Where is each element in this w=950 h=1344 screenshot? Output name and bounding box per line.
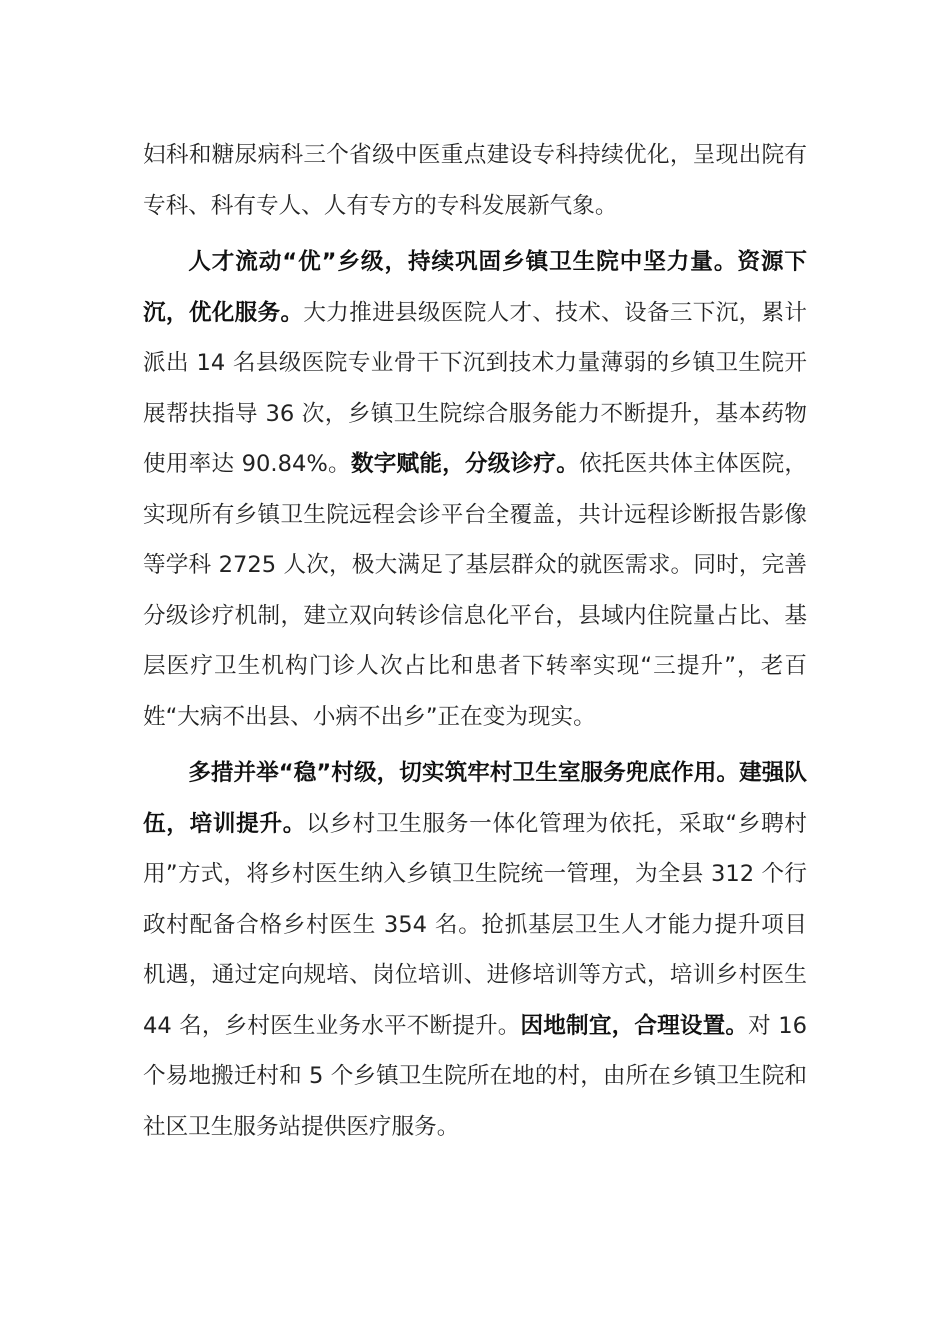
paragraph-2-text-1: 大力推进县级医院人才、技术、设备三下沉，累计派出 14 名县级医院专业骨干下沉到技术力量薄弱的乡镇卫生院开展帮扶指导 36 次，乡镇卫生院综合服务能力不断提升，基本药物使用率达 90.84%。 xyxy=(143,299,808,477)
paragraph-2-text-2: 依托医共体主体医院，实现所有乡镇卫生院远程会诊平台全覆盖，共计远程诊断报告影像等学科 2725 人次，极大满足了基层群众的就医需求。同时，完善分级诊疗机制，建立双向转诊信息化平台，县域内住院量占比、基层医疗卫生机构门诊人次占比和患者下转率实现“三提升”，老百姓“大病不出县、小病不出乡”正在变为现实。 xyxy=(143,451,808,730)
subheading-local-conditions: 因地制宜，合理设置。 xyxy=(520,1012,749,1039)
paragraph-2 xyxy=(143,237,807,742)
document-body xyxy=(143,130,807,1152)
subheading-digital: 数字赋能，分级诊疗。 xyxy=(350,451,580,477)
paragraph-3-text-2: 对 16 个易地搬迁村和 5 个乡镇卫生院所在地的村，由所在乡镇卫生院和社区卫生服务站提供医疗服务。 xyxy=(143,1012,808,1140)
paragraph-1 xyxy=(143,130,807,231)
paragraph-3 xyxy=(143,748,807,1152)
section-heading-village: 多措并举“稳”村级，切实筑牢村卫生室服务兜底作用。建强队伍，培训提升。 xyxy=(143,760,807,837)
paragraph-3-text-1: 以乡村卫生服务一体化管理为依托，采取“乡聘村用”方式，将乡村医生纳入乡镇卫生院统一管理，为全县 312 个行政村配备合格乡村医生 354 名。抢抓基层卫生人才能力提升项目机遇，通过定向规培、岗位培训、进修培训等方式，培训乡村医生 44 名，乡村医生业务水平不断提升。 xyxy=(143,810,807,1039)
section-heading-township: 人才流动“优”乡级，持续巩固乡镇卫生院中坚力量。资源下沉，优化服务。 xyxy=(143,249,807,326)
paragraph-1-text: 妇科和糖尿病科三个省级中医重点建设专科持续优化，呈现出院有专科、科有专人、人有专方的专科发展新气象。 xyxy=(143,142,807,219)
